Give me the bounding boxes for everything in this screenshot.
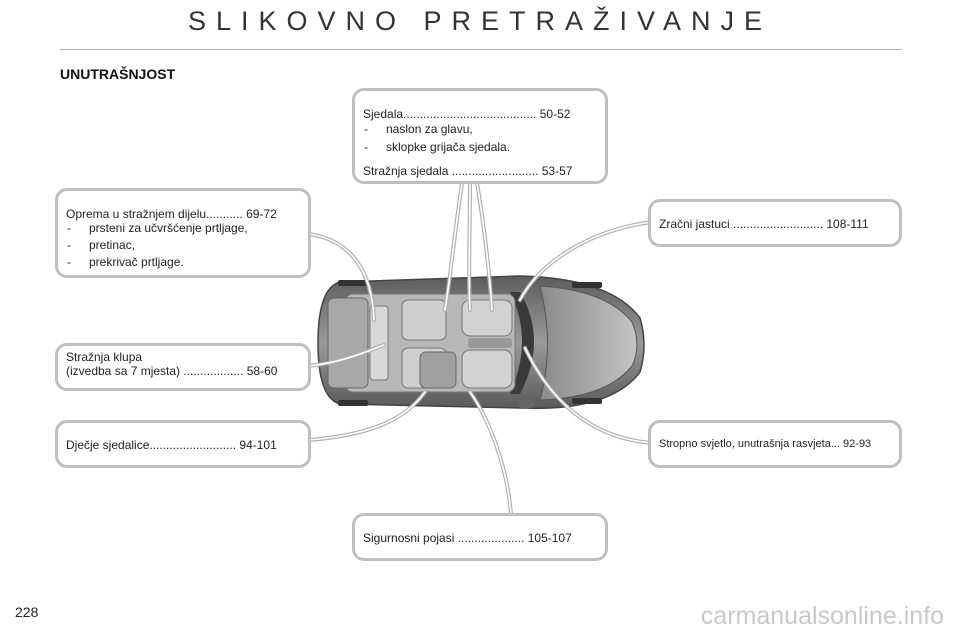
rear-bench-version-line: (izvedba sa 7 mjesta) .................. 58-60	[66, 364, 278, 378]
callout-rear-bench	[55, 343, 311, 391]
section-heading: UNUTRAŠNJOST	[60, 66, 176, 82]
callout-airbags	[648, 199, 902, 247]
callout-seats	[352, 88, 608, 184]
page-title: SLIKOVNO PRETRAŽIVANJE	[187, 6, 773, 36]
watermark: carmanualsonline.info	[700, 602, 944, 630]
car-body	[318, 276, 644, 409]
child-seats-line: Dječje sjedalice.......................... 94-101	[66, 438, 277, 452]
seats-line: Sjedala........................................ 50-52	[363, 107, 571, 121]
seat-belts-line: Sigurnosni pojasi .................... 105-107	[363, 531, 572, 545]
rear-bench-line: Stražnja klupa	[66, 350, 143, 364]
callout-child-seats	[55, 420, 311, 468]
callout-rear-equipment	[55, 188, 311, 278]
rear-equipment-sub-item: - prsteni za učvršćenje prtljage,	[67, 221, 248, 235]
seats-sub-item: - sklopke grijača sjedala.	[364, 140, 511, 154]
rear-equipment-line: Oprema u stražnjem dijelu........... 69-72	[66, 207, 277, 221]
rear-equipment-sub-item: - pretinac,	[67, 238, 136, 252]
callout-seat-belts	[352, 513, 608, 561]
page-number: 228	[15, 604, 39, 620]
airbags-line: Zračni jastuci ........................... 108-111	[659, 217, 869, 231]
seats-sub-item: - naslon za glavu,	[364, 122, 473, 136]
rear-equipment-sub-item: - prekrivač prtljage.	[67, 255, 184, 269]
ceiling-light-line: Stropno svjetlo, unutrašnja rasvjeta... 92-93	[659, 438, 872, 450]
callout-ceiling-light	[648, 420, 902, 468]
rear-seats-line: Stražnja sjedala .......................... 53-57	[363, 164, 573, 178]
